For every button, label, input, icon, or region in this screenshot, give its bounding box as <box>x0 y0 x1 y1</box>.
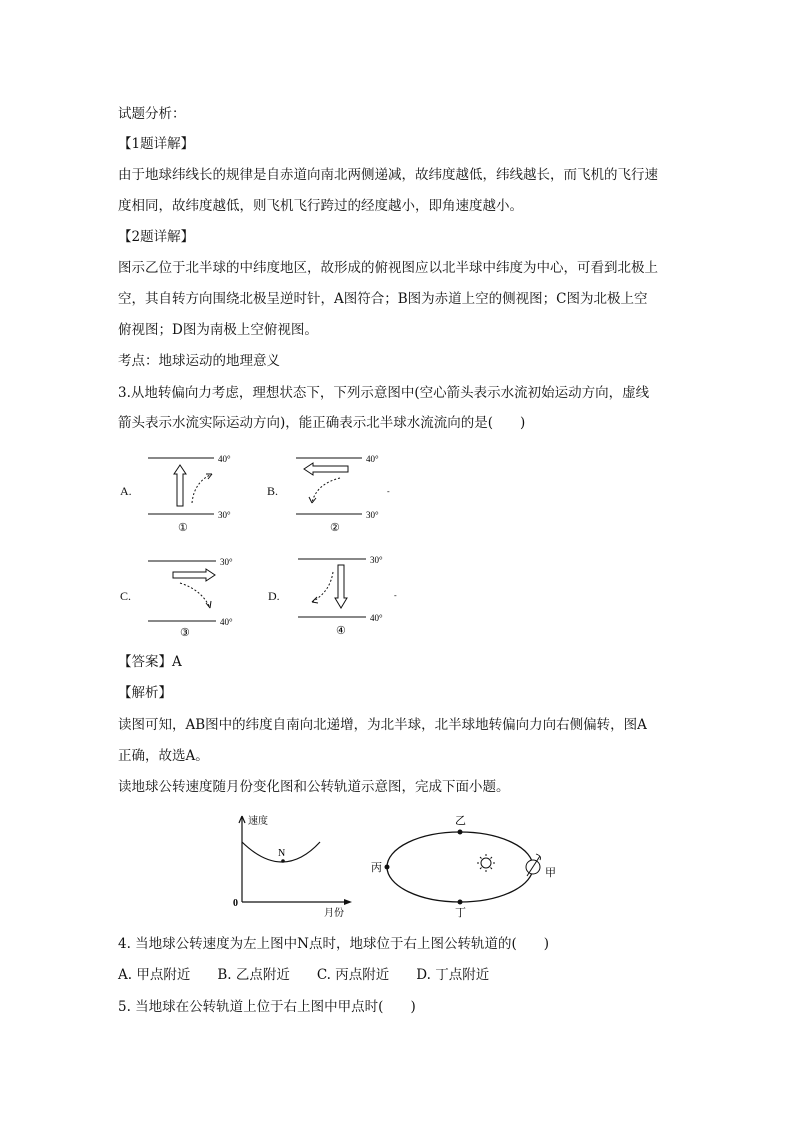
text-line: 箭头表示水流实际运动方向)，能正确表示北半球水流流向的是( ) <box>118 415 526 431</box>
earth-icon <box>526 854 541 876</box>
lat-bottom: 40° <box>370 613 383 623</box>
diagram-c <box>140 552 250 642</box>
point-n-label: N <box>278 848 286 859</box>
diagram-number: ③ <box>180 627 190 639</box>
lat-bottom: 30° <box>218 510 231 520</box>
question-4: 4. 当地球公转速度为左上图中N点时，地球位于右上图公转轨道的( ) <box>118 936 550 952</box>
option-c-label: C. <box>120 589 132 603</box>
sun-icon <box>477 854 495 872</box>
text-line: 读图可知，AB图中的纬度自南向北递增，为北半球，北半球地转偏向力向右侧偏转，图A <box>118 717 647 733</box>
hollow-arrow-icon <box>304 463 348 475</box>
point-n <box>281 859 285 863</box>
orbit-label-top: 乙 <box>455 815 466 827</box>
text-line: 由于地球纬线长的规律是自赤道向南北两侧递减，故纬度越低，纬线越长，而飞机的飞行速 <box>118 167 658 183</box>
hollow-arrow-icon <box>174 465 186 506</box>
option-d-label: D. <box>268 589 280 603</box>
x-axis-label: 月份 <box>324 908 344 919</box>
diagram-number: ④ <box>336 625 346 637</box>
diagram-number: ② <box>330 522 340 534</box>
text-line: 度相同，故纬度越低，则飞机飞行跨过的经度越小，即角速度越小。 <box>118 198 523 214</box>
text-line: 图示乙位于北半球的中纬度地区，故形成的俯视图应以北半球中纬度为中心，可看到北极上 <box>118 260 658 276</box>
text-line: 考点：地球运动的地理意义 <box>118 353 280 369</box>
option-a-label: A. <box>120 484 132 498</box>
question-3: 3.从地转偏向力考虑，理想状态下，下列示意图中(空心箭头表示水流初始运动方向，虚线 <box>118 385 650 401</box>
text-line: 空，其自转方向围绕北极呈逆时针，A图符合；B图为赤道上空的侧视图；C图为北极上空 <box>118 291 648 307</box>
diagram-number: ① <box>178 522 188 534</box>
speed-chart <box>228 810 358 920</box>
section-heading: 【1题详解】 <box>118 136 195 152</box>
lat-top: 40° <box>366 454 379 464</box>
lat-top: 30° <box>370 555 383 565</box>
option-b-label: B. <box>267 484 279 498</box>
diagram-d <box>290 550 400 640</box>
orbit-label-right: 甲 <box>545 867 556 879</box>
question-5: 5. 当地球在公转轨道上位于右上图中甲点时( ) <box>118 999 416 1015</box>
answer: 【答案】A <box>118 654 182 670</box>
hollow-arrow-icon <box>335 565 347 608</box>
lat-bottom: 40° <box>220 617 233 627</box>
lat-top: 40° <box>218 454 231 464</box>
hollow-arrow-icon <box>173 569 215 581</box>
svg-text:-: - <box>387 487 390 496</box>
dashed-arrow-icon <box>312 572 333 602</box>
orbit-diagram <box>366 810 566 920</box>
dashed-arrow-icon <box>180 583 210 608</box>
lat-bottom: 30° <box>366 510 379 520</box>
lat-top: 30° <box>220 557 233 567</box>
text-line: 俯视图；D图为南极上空俯视图。 <box>118 322 318 338</box>
dashed-arrow-icon <box>312 478 340 503</box>
orbit-label-left: 丙 <box>371 862 382 874</box>
origin-label: 0 <box>233 898 238 909</box>
section-heading: 【解析】 <box>118 685 172 701</box>
y-axis-label: 速度 <box>248 816 268 827</box>
text-line: 读地球公转速度随月份变化图和公转轨道示意图，完成下面小题。 <box>118 779 510 795</box>
question-4-options: A. 甲点附近 B. 乙点附近 C. 丙点附近 D. 丁点附近 <box>118 967 490 983</box>
text-line: 试题分析： <box>118 106 186 122</box>
section-heading: 【2题详解】 <box>118 229 195 245</box>
svg-text:-: - <box>394 591 397 600</box>
diagram-b <box>288 448 396 534</box>
diagram-a <box>140 448 250 534</box>
text-line: 正确，故选A。 <box>118 748 209 764</box>
orbit-label-bottom: 丁 <box>455 907 466 919</box>
